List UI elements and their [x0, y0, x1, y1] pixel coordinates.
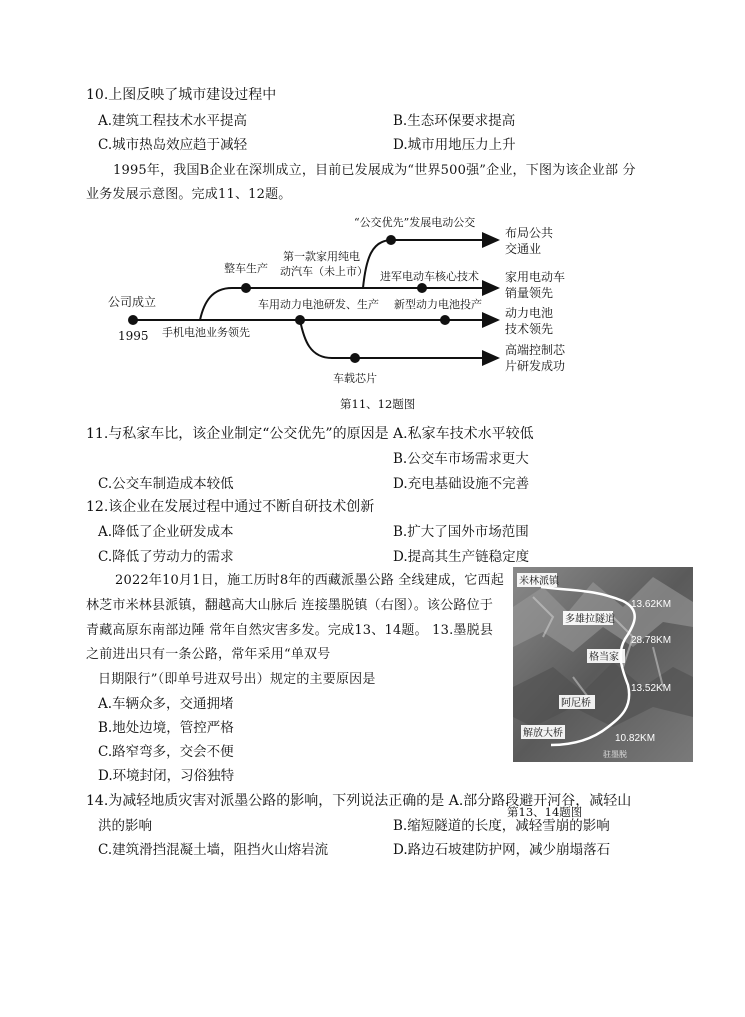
label-vehicle-production: 整车生产	[224, 262, 268, 275]
label-chip: 车载芯片	[333, 372, 377, 385]
node-vehicle	[241, 283, 251, 293]
outcome-4-line1: 高端控制芯	[505, 343, 566, 357]
q13-option-c: C.路窄弯多，交会不便	[98, 744, 234, 760]
outcome-1-line1: 布局公共	[505, 226, 554, 240]
map-distance-4: 10.82KM	[615, 733, 656, 744]
diagram-caption: 第11、12题图	[340, 397, 416, 411]
q13-option-a: A.车辆众多，交通拥堵	[98, 696, 234, 712]
intro1-line2: 业务发展示意图。完成11、12题。	[86, 187, 292, 202]
node-chip	[350, 353, 360, 363]
node-power-battery	[295, 315, 305, 325]
q14-option-a-cont: 洪的影响	[98, 818, 152, 834]
outcome-1-line2: 交通业	[505, 242, 542, 256]
q13-option-b: B.地处边境，管控严格	[98, 720, 234, 736]
q11-option-c: C.公交车制造成本较低	[98, 476, 234, 492]
q10-option-d: D.城市用地压力上升	[393, 137, 516, 153]
label-phone-battery: 手机电池业务领先	[162, 326, 250, 339]
intro2-line2: 林芝市米林县派镇，翻越高大山脉后 连接墨脱镇（右图）。该公路位于	[86, 598, 494, 613]
label-company-founded: 公司成立	[108, 295, 157, 309]
q14-stem: 14.为减轻地质灾害对派墨公路的影响，下列说法正确的是 A.部分路段避开河谷，减轻山	[86, 793, 632, 809]
label-new-battery: 新型动力电池投产	[394, 298, 482, 311]
label-bus-first: “公交优先”发展电动公交	[354, 216, 476, 229]
node-founded	[128, 315, 138, 325]
outcome-4-line2: 片研发成功	[505, 359, 566, 373]
q12-stem: 12.该企业在发展过程中通过不断自研技术创新	[86, 499, 375, 515]
q14-option-d: D.路边石坡建防护网，减少崩塌落石	[393, 842, 611, 858]
business-development-diagram	[100, 210, 580, 390]
node-new-battery	[440, 315, 450, 325]
label-first-car-1: 第一款家用纯电	[283, 250, 360, 263]
q12-option-d: D.提高其生产链稳定度	[393, 549, 530, 565]
outcome-2-line1: 家用电动车	[505, 270, 566, 284]
q11-stem: 11.与私家车比，该企业制定“公交优先”的原因是 A.私家车技术水平较低	[86, 426, 534, 442]
outcome-3-line2: 技术领先	[505, 322, 554, 336]
intro2-line1: 2022年10月1日，施工历时8年的西藏派墨公路 全线建成，它西起	[115, 573, 504, 588]
q12-option-c: C.降低了劳动力的需求	[98, 549, 234, 565]
q12-option-b: B.扩大了国外市场范围	[393, 524, 529, 540]
intro2-line4: 之前进出只有一条公路，常年采用“单双号	[86, 647, 331, 662]
q10-option-b: B.生态环保要求提高	[393, 113, 516, 129]
label-first-car-2: 动汽车（未上市）	[280, 265, 368, 278]
intro2-line5: 日期限行”（即单号进双号出）规定的主要原因是	[98, 672, 376, 687]
q10-stem: 10.上图反映了城市建设过程中	[86, 87, 277, 103]
intro1-line1: 1995年，我国B企业在深圳成立，目前已发展成为“世界500强”企业，下图为该企业部 分	[113, 163, 636, 178]
road-map-image	[513, 567, 693, 762]
q11-option-d: D.充电基础设施不完善	[393, 476, 530, 492]
map-label-duoxiong: 多雄拉隧道	[565, 614, 615, 625]
node-bus	[386, 235, 396, 245]
map-label-zhuzhen: 驻墨脱	[603, 750, 627, 759]
map-distance-1: 13.62KM	[631, 599, 672, 610]
label-core-tech: 进军电动车核心技术	[380, 270, 479, 283]
map-distance-2: 28.78KM	[631, 635, 672, 646]
map-label-milin: 米林派镇	[519, 576, 559, 587]
map-label-gedang: 格当家	[589, 652, 619, 663]
q14-option-b: B.缩短隧道的长度，减轻雪崩的影响	[393, 818, 610, 834]
q10-option-a: A.建筑工程技术水平提高	[98, 113, 248, 129]
q11-option-b: B.公交车市场需求更大	[393, 451, 529, 467]
label-year: 1995	[118, 329, 149, 343]
q12-option-a: A.降低了企业研发成本	[98, 524, 234, 540]
outcome-3-line1: 动力电池	[505, 306, 554, 320]
map-distance-3: 13.52KM	[631, 683, 672, 694]
branch-chip	[300, 320, 498, 358]
label-power-battery-rd: 车用动力电池研发、生产	[258, 298, 379, 311]
node-core-tech	[417, 283, 427, 293]
map-caption: 第13、14题图	[507, 805, 583, 819]
map-label-aniqiao: 阿尼桥	[561, 698, 591, 709]
q10-option-c: C.城市热岛效应趋于减轻	[98, 137, 248, 153]
q13-option-d: D.环境封闭，习俗独特	[98, 768, 235, 784]
intro2-line3: 青藏高原东南部边陲 常年自然灾害多发。完成13、14题。 13.墨脱县	[86, 623, 494, 638]
map-label-jiefang: 解放大桥	[523, 728, 563, 739]
outcome-2-line2: 销量领先	[505, 286, 554, 300]
q14-option-c: C.建筑滑挡混凝土墙，阻挡火山熔岩流	[98, 842, 329, 858]
